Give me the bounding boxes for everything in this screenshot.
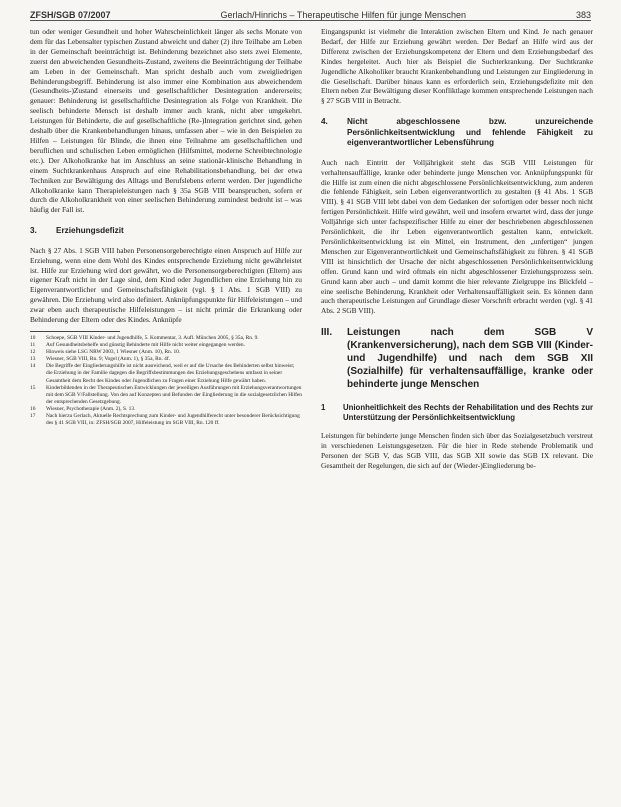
journal-ref: ZFSH/SGB 07/2007 [30, 10, 111, 20]
paragraph: Eingangspunkt ist vielmehr die Interaktion zwischen Eltern und Kind. Je nach genauer Bedarf, der Hilfe zur Erziehung gewährt werden. Der Bedarf an Hilfe wird aus der Differenz zwischen der Erziehungskompetenz der Eltern und dem Erziehungsbedarf des Kindes hergeleitet. Auch hier als Beispiel die Suchterkrankung. Der Suchtkranke Jugendliche Alkoholiker braucht Krankenbehandlung und Leistungen zur Eingliederung in die Gesellschaft. Darüber hinaus kann es erforderlich sein, Erziehungsdefizite mit den Eltern neben Zur Bewältigung dieser Konfliktlage kommen entsprechende Leistungen nach § 27 SGB VIII in Betracht. [321, 27, 593, 106]
section-number: 4. [321, 117, 328, 127]
section-number: 3. [30, 226, 37, 236]
section-heading [30, 226, 302, 237]
footnote: 17 Nach hierzu Gerlach, Aktuelle Rechtsprechung zum Kinder- und Jugendhilferecht unter besonderer Berücksichtigung des § 41 SGB VIII, in: ZFSH/SGB 2007, Hilfeleistung im SGB VIII, Rn. 120 ff. [30, 413, 300, 427]
section-heading [321, 117, 593, 149]
section-title: Nicht abgeschlossene bzw. unzureichende Persönlichkeitsentwicklung und fehlende Fähigkeit zu eigenverantwortlicher Lebensführung [347, 117, 593, 148]
footnote: 14 Die Begriffe der Eingliederungshilfe ist nicht ausreichend, weil er auf die Ursache des Behinderten selbst hinweist; die Erziehung in der Familie dagegen die Begriffsbestimmungen des Erziehungsgeschehens umfasst in seiner Gesamtheit dem Recht des Kindes oder Jugendlichen zu Fragen einer Erziehung Hilfe gewährt haben. [30, 363, 295, 384]
right-column [321, 27, 593, 799]
footnote: 12 Hinweis siehe LSG NRW 2003, 1 Wiesner (Anm. 10), Rn. 10. [30, 349, 181, 356]
subsection-heading [321, 403, 593, 423]
chapter-number: III. [321, 327, 333, 339]
chapter-heading [321, 326, 593, 391]
paragraph: Auch nach Eintritt der Volljährigkeit steht das SGB VIII Leistungen für verhaltensauffällige, kranke oder behinderte junge Menschen vor. Anknüpfungspunkt für die Hilfe ist zum einen die nicht abgeschlossene Persönlichkeitsentwicklung, zum anderen die fehlende Fähigkeit, sein Leben eigenverantwortlich zu gestalten (§ 41 Abs. 1 SGB VIII). § 41 SGB VIII lebt dabei von dem Gedanken der sofortigen oder besser noch nicht fertigen Persönlichkeit. Hilfe wird gewährt, weil und insofern erwartet wird, dass der junge Volljährige sich unter fachspezifischer Hilfe zu einer der beschriebenen abgeschlossenen Persönlichkeit, die ihr Leben eigenverantwortlich gestalten kann, entwickelt. Persönlichkeitsentwicklung ist ein Mittel, ein Instrument, den „unfertigen“ jungen Menschen zur Eigenverantwortlichkeit und Gemeinschaftsfähigkeit zu führen. § 41 SGB VIII ist hinsichtlich der Ursache der nicht abgeschlossenen Persönlichkeitsentwicklung offen. Grund kann und wird oftmals ein nicht abgeschlossener Erziehungsprozess sein. Grund kann aber auch – und damit kommt die hier relevante Zielgruppe ins Blickfeld – eine seelische Behinderung, Krankheit oder Verhaltensauffälligkeit sein. Es können dann auch therapeutische Leistungen auf Grundlage dieser Vorschrift erbracht werden (vgl. § 41 Abs. 2 SGB VIII). [321, 157, 593, 316]
footnote: 13 Wiesner, SGB VIII, Rn. 9; Vogel (Anm. 1), § 35a, Rn. 4f. [30, 356, 170, 363]
footnote: 16 Wiesner, Psychotherapie (Anm. 2), S. 13. [30, 405, 136, 412]
section-title: Erziehungsdefizit [56, 226, 124, 236]
paragraph: Nach § 27 Abs. 1 SGB VIII haben Personensorgeberechtigte einen Anspruch auf Hilfe zur Erziehung, wenn eine dem Wohl des Kindes entsprechende Erziehung nicht gewährleistet ist. Hilfe zur Erziehung wird dort gewährt, wo die Personensorgeberechtigten (Eltern) aus eigener Kraft nicht in der Lage sind, dem Kind oder Jugendlichen eine Erziehung hin zu Eigenverantwortlicher und Gemeinschaftsfähigkeit (vgl. § 1 Abs. 1 SGB VIII) zu gewähren. Die Erziehung wird also definiert. Anknüpfungspunkte für Hilfeleistungen – und zwar eben auch therapeutische Hilfeleistungen – ist nicht primär die Erkrankung oder Behinderung der Eltern oder des Kindes. Anknüpfe [30, 245, 302, 325]
left-column [30, 27, 302, 799]
paragraph: Leistungen für behinderte junge Menschen finden sich über das Sozialgesetzbuch verstreut in verschiedenen Leistungsgesetzen. Für die hier in Rede stehende Problematik und Personen der SGB V, das SGB VIII, das SGB XII sowie das SGB IX relevant. Die Gesamtheit der Regelungen, die sich auf der (Wieder-)Eingliederung be- [321, 431, 593, 470]
footnote: 15 Kinderbildenden in der Therapeutischen Entwicklungen der jeweiligen Ausführungen mit Erziehungsverantwortungen mit dem SGB V/Fallstellung. Von den auf Konzepten und Befunden der Eingliederung in die sozialgesetzlichen Hilfen der entsprechenden Gesetzgebung. [30, 384, 302, 405]
footnote-divider [30, 331, 120, 332]
page-number: 383 [575, 10, 591, 20]
running-header [30, 6, 591, 21]
running-title: Gerlach/Hinrichs – Therapeutische Hilfen für junge Menschen [220, 10, 466, 20]
paragraph: tun oder weniger Gesundheit und hoher Wahrscheinlichkeit länger als sechs Monate von dem für das Lebensalter typischen Zustand abweicht und daher (2) ihre Teilhabe am Leben in der Gemeinschaft beeinträchtigt ist. Behinderung bezeichnet also stets zwei Elemente, zuerst den abweichenden Gesundheits-Zustand, zweitens die Beeinträchtigung der Teilhabe am Leben in der Gemeinschaft. Man spricht deshalb auch vom zweigliedrigen Behinderungsbegriff. Behinderung ist also immer eine Kombination aus abweichendem (Gesundheits-)Zustand einerseits und gesellschaftlicher Desintegration andererseits; genauer: Behinderung ist gesellschaftliche Desintegration als Folge von Krankheit. Die seelisch behinderte Mensch ist deshalb immer auch krank, nicht aber umgekehrt. Leistungen für Behinderte, die auf gesellschaftliche (Re-)Integration gerichtet sind, gehen deshalb über die Krankenbehandlungen hinaus, umfassen aber – wie in den Beispielen zu Hilfen – Leistungen für Blinde, die ihnen eine Teilnahme am gesellschaftlichen und beruflichen und schulischen Leben ermöglichen (Hilfsmittel, moderne Schreibtechnologie etc.). Der Alkoholkranke hat im Anschluss an seine stationär-klinische Behandlung in einem Suchtkrankenhaus Anspruch auf eine Rehabilitationsbehandlung, bei der etwa Techniken zur Bewältigung des Alltags und Berufslebens erlernt werden. Der jugendliche Alkoholkranke kann Therapieleistungen nach § 35a SGB VIII beanspruchen, sofern er durch die Alkoholkrankheit von einer seelischen Behinderung zumindest bedroht ist – was häufig der Fall ist. [30, 27, 302, 215]
footnote: 11 Auf Gesundheitsbehelfe und günstig Behinderte mit Hilfe nicht weiter eingegangen werden. [30, 342, 245, 349]
footnotes [30, 335, 302, 427]
chapter-title: Leistungen nach dem SGB V (Krankenversicherung), nach dem SGB VIII (Kinder- und Jugendhilfe) und nach dem SGB XII (Sozialhilfe) für verhaltensauffällige, kranke oder behinderte junge Menschen [347, 327, 593, 391]
footnote: 10 Schoepe, SGB VIII Kinder- und Jugendhilfe, 5. Kommentar, 3. Aufl. München 2005, § 35a, Rn. 9. [30, 334, 259, 341]
subsection-title: Unionheitlichkeit des Rechts der Rehabilitation und des Rechts zur Unterstützung der Persönlichkeitsentwicklung [343, 403, 593, 423]
subsection-number: 1 [321, 403, 326, 413]
